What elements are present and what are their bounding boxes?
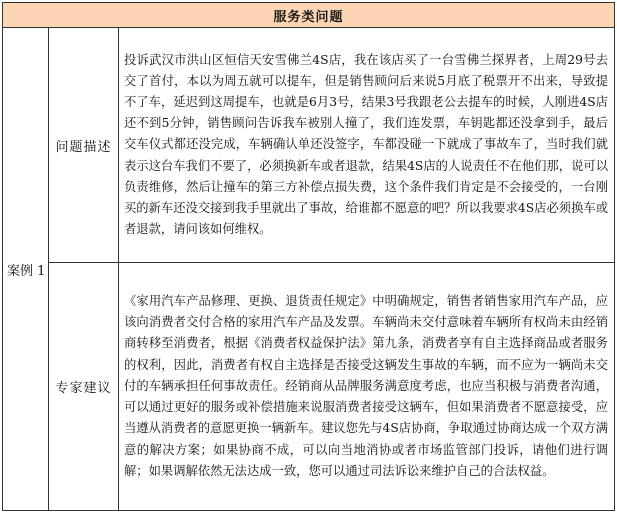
table-title-row xyxy=(3,3,615,28)
case-label: 案例 1 xyxy=(3,28,49,511)
service-issue-table xyxy=(2,2,615,511)
expert-advice-text: 《家用汽车产品修理、更换、退货责任规定》中明确规定，销售者销售家用汽车产品，应该向消费者交付合格的家用汽车产品及发票。车辆尚未交付意味着车辆所有权尚未由经销商转移至消费者，根据《消费者权益保护法》第九条，消费者享有自主选择商品或者服务的权利，因此，消费者有权自主选择是否接受这辆发生事故的车辆，而不应为一辆尚未交付的车辆承担任何事故责任。经销商从品牌服务满意度考虑，也应当积极与消费者沟通，可以通过更好的服务或补偿措施来说服消费者接受这辆车，但如果消费者不愿意接受，应当遵从消费者的意愿更换一辆新车。建议您先与4S店协商，争取通过协商达成一个双方满意的解决方案；如果协商不成，可以向当地消协或者市场监管部门投诉，请他们进行调解；如果调解依然无法达成一致，您可以通过司法诉讼来维护自己的合法权益。 xyxy=(119,263,615,511)
problem-description-label: 问题描述 xyxy=(49,28,119,263)
service-issue-table-container xyxy=(2,2,614,512)
expert-advice-label: 专家建议 xyxy=(49,263,119,511)
problem-description-text: 投诉武汉市洪山区恒信天安雪佛兰4S店，我在该店买了一台雪佛兰探界者，上周29号去交了首付，本以为周五就可以提车，但是销售顾问后来说5月底了税票开不出来，导致提不了车，延迟到这周提车，也就是6月3号，结果3号我跟老公去提车的时候，人刚进4S店还不到5分钟，销售顾问告诉我车被别人撞了，我们连发票，车钥匙都还没拿到手，最后交车仪式都还没完成，车辆确认单还没签字，车都没碰一下就成了事故车了，当时我们就表示这台车我们不要了，必须换新车或者退款，结果4S店的人说责任不在他们那，说可以负责维修，然后让撞车的第三方补偿点损失费，这个条件我们肯定是不会接受的，一台刚买的新车还没交接到我手里就出了事故，给谁都不愿意的吧？所以我要求4S店必须换车或者退款，请问该如何维权。 xyxy=(119,28,615,263)
table-title: 服务类问题 xyxy=(3,3,615,28)
table-row xyxy=(3,263,615,511)
table-row xyxy=(3,28,615,263)
